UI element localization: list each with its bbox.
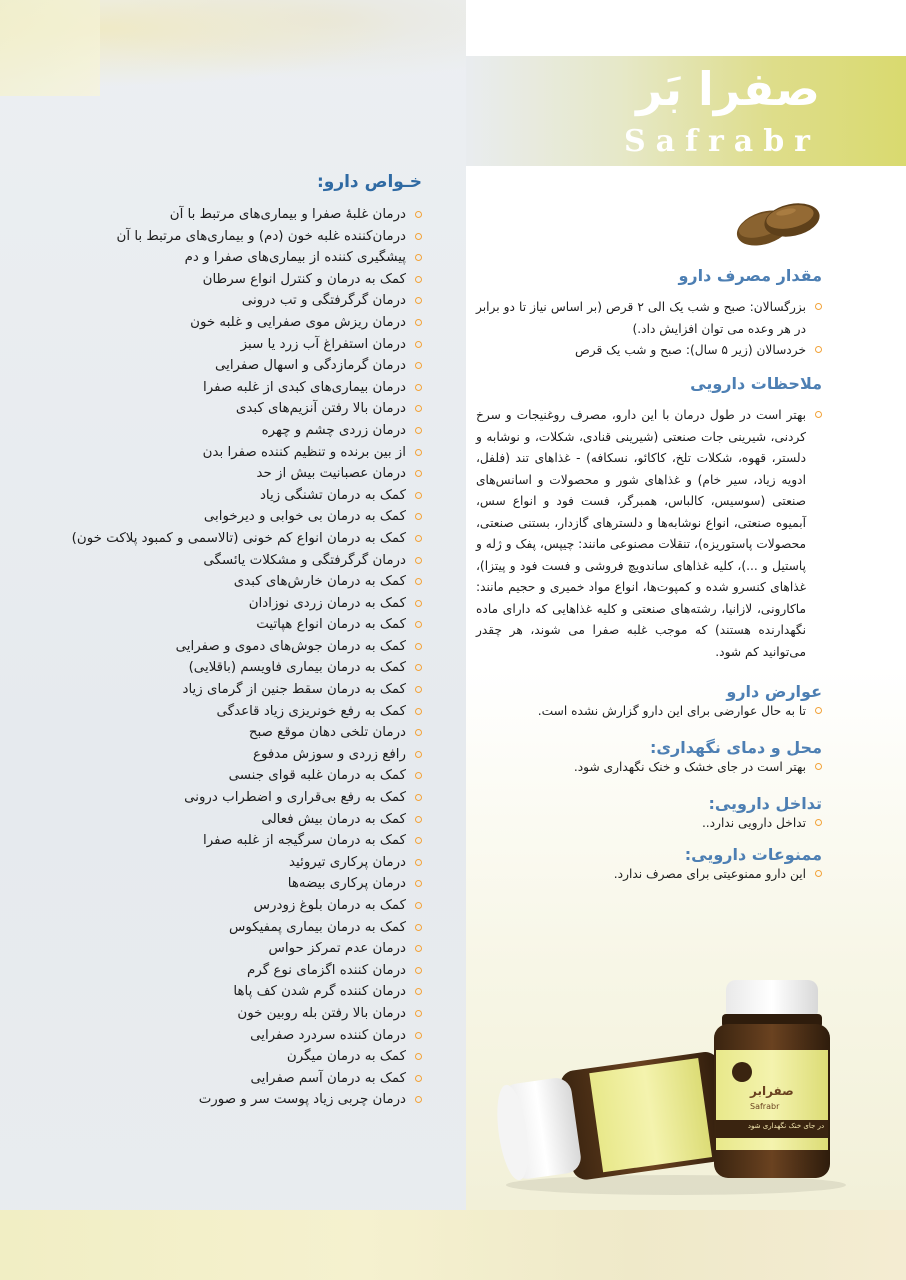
dosage-heading: مقدار مصرف دارو — [678, 266, 822, 285]
bullet-icon — [415, 686, 422, 693]
interactions-item — [476, 813, 822, 835]
dosage-section — [476, 266, 822, 362]
bullet-icon — [415, 362, 422, 369]
property-text: درمان بیماری‌های کبدی از غلبه صفرا — [203, 379, 406, 395]
property-text: کمک به درمان بیماری پمفیکوس — [228, 919, 406, 935]
property-item — [42, 895, 422, 917]
property-text: درمان تلخی دهان موقع صبح — [248, 725, 406, 741]
property-text: کمک به رفع بی‌قراری و اضطراب درونی — [184, 790, 406, 806]
storage-text: بهتر است در جای خشک و خنک نگهداری شود. — [573, 760, 806, 774]
property-item — [42, 657, 422, 679]
dosage-adult-text: بزرگسالان: صبح و شب یک الی ۲ قرص (بر اساس نیاز تا دو برابر در هر وعده می توان افزایش داد.) — [476, 300, 806, 336]
property-text: درمان کننده گرم شدن کف پاها — [233, 984, 406, 1000]
property-text: درمان چربی زیاد پوست سر و صورت — [198, 1092, 406, 1108]
storage-section — [476, 738, 822, 779]
side-effects-text: تا به حال عوارضی برای این دارو گزارش نشده است. — [537, 704, 806, 718]
notes-body: بهتر است در طول درمان با این دارو، مصرف روغنیجات و سرخ کردنی، شیرینی جات صنعتی (شیرینی قنادی، شکلات، و نوشابه و دلستر، قهوه، شکلات تلخ، کاکائو، نسکافه) - غذاهای تند (فلفل، ادویه زیاد، سیر خام) و غذاهای شور و محصولات و اسانس‌های صنعتی (سوسیس، کالباس، همبرگر، فست فود و انواع سس، آبمیوه صنعتی، انواع نوشابه‌ها و دلسترهای گازدار، بستنی صنعتی، محصولات پاستوریزه)، تنقلات مصنوعی مانند: چیپس، پفک و ژله و پاستیل و ...)، کلیه غذاهای ساندویچ فروشی و فست فود و پیتزا)، غذاهای کنسرو شده و کمپوت‌ها، انواع مواد خمیری و حجیم مانند: ماکارونی، لازانیا، رشته‌های صنعتی و کلیه غذاهایی که دارای ماده نگهدارنده هستند) که موجب غلبه صفرا می شوند، هر چقدر می‌توانید کم شود. — [476, 408, 806, 659]
property-item — [42, 226, 422, 248]
contraindications-heading: ممنوعات دارویی: — [684, 845, 822, 864]
bullet-icon — [415, 924, 422, 931]
property-item — [42, 571, 422, 593]
label-storage-note: در جای خنک نگهداری شود — [747, 1122, 825, 1130]
bullet-icon — [415, 1053, 422, 1060]
property-text: کمک به درمان و کنترل انواع سرطان — [202, 271, 406, 287]
property-item — [42, 269, 422, 291]
property-text: کمک به درمان جوش‌های دموی و صفرایی — [175, 638, 406, 654]
property-text: کمک به درمان میگرن — [286, 1049, 406, 1065]
property-text: درمان استفراغ آب زرد یا سبز — [240, 336, 406, 352]
property-text: کمک به درمان بیش فعالی — [261, 811, 406, 827]
dosage-item — [476, 297, 822, 340]
bullet-icon — [815, 870, 822, 877]
bullet-icon — [415, 859, 422, 866]
property-item — [42, 377, 422, 399]
property-text: کمک به درمان غلبه قوای جنسی — [228, 768, 406, 784]
property-item — [42, 204, 422, 226]
label-brand-persian: صفرابر — [750, 1084, 794, 1098]
property-item — [42, 830, 422, 852]
property-item — [42, 981, 422, 1003]
bullet-icon — [415, 664, 422, 671]
property-text: رافع زردی و سوزش مدفوع — [252, 746, 406, 762]
interactions-heading: تداخل دارویی: — [708, 794, 822, 813]
property-text: کمک به درمان سرگیجه از غلبه صفرا — [202, 833, 406, 849]
properties-list — [42, 204, 422, 1111]
property-item — [42, 485, 422, 507]
bullet-icon — [415, 470, 422, 477]
property-text: کمک به درمان بی خوابی و دیرخوابی — [203, 509, 406, 525]
property-text: درمان عصبانیت بیش از حد — [256, 466, 406, 482]
property-item — [42, 312, 422, 334]
bullet-icon — [415, 837, 422, 844]
property-text: کمک به درمان تشنگی زیاد — [259, 487, 406, 503]
bullet-icon — [415, 772, 422, 779]
interactions-text: تداخل دارویی ندارد.. — [701, 816, 806, 830]
property-text: درمان گرمازدگی و اسهال صفرایی — [214, 358, 406, 374]
notes-section — [476, 374, 822, 663]
bullet-icon — [415, 254, 422, 261]
property-text: کمک به رفع خونریزی زیاد قاعدگی — [216, 703, 406, 719]
bullet-icon — [415, 708, 422, 715]
bullet-icon — [415, 297, 422, 304]
property-item — [42, 938, 422, 960]
bullet-icon — [415, 449, 422, 456]
property-item — [42, 398, 422, 420]
interactions-section — [476, 794, 822, 835]
property-item — [42, 1025, 422, 1047]
decorative-pattern-bottom — [0, 1210, 906, 1280]
bullet-icon — [415, 1032, 422, 1039]
side-effects-item — [476, 701, 822, 723]
bullet-icon — [415, 902, 422, 909]
property-item — [42, 852, 422, 874]
property-item — [42, 1068, 422, 1090]
bullet-icon — [415, 405, 422, 412]
bullet-icon — [415, 1075, 422, 1082]
bullet-icon — [415, 319, 422, 326]
property-text: درمان غلبهٔ صفرا و بیماری‌های مرتبط با آن — [169, 207, 406, 222]
property-text: درمان کننده سردرد صفرایی — [250, 1027, 406, 1043]
property-item — [42, 506, 422, 528]
property-item — [42, 636, 422, 658]
property-item — [42, 873, 422, 895]
property-item — [42, 528, 422, 550]
property-item — [42, 593, 422, 615]
pill-image — [732, 192, 822, 252]
bullet-icon — [815, 411, 822, 418]
bullet-icon — [815, 303, 822, 310]
property-item — [42, 442, 422, 464]
bullet-icon — [415, 513, 422, 520]
bullet-icon — [415, 988, 422, 995]
property-item — [42, 917, 422, 939]
bullet-icon — [415, 427, 422, 434]
bullet-icon — [815, 346, 822, 353]
property-item — [42, 722, 422, 744]
bullet-icon — [415, 751, 422, 758]
brand-name-persian: صفرا بَر — [636, 62, 820, 116]
bullet-icon — [815, 763, 822, 770]
bullet-icon — [415, 384, 422, 391]
property-text: درمان زردی چشم و چهره — [261, 422, 406, 438]
property-text: کمک به درمان انواع کم خونی (تالاسمی و کمبود پلاکت خون) — [71, 530, 406, 546]
property-text: کمک به درمان سقط جنین از گرمای زیاد — [182, 682, 406, 698]
property-text: درمان پرکاری بیضه‌ها — [287, 876, 406, 892]
bullet-icon — [415, 729, 422, 736]
bullet-icon — [415, 621, 422, 628]
bullet-icon — [415, 1096, 422, 1103]
bullet-icon — [415, 945, 422, 952]
property-text: کمک به درمان انواع هپاتیت — [256, 617, 406, 633]
property-item — [42, 420, 422, 442]
property-text: از بین برنده و تنظیم کننده صفرا بدن — [202, 444, 406, 460]
dosage-child-text: خردسالان (زیر ۵ سال): صبح و شب یک قرص — [574, 343, 806, 357]
property-text: درمان گرگرفتگی و تب درونی — [241, 293, 406, 309]
bullet-icon — [415, 492, 422, 499]
contraindications-text: این دارو ممنوعیتی برای مصرف ندارد. — [613, 867, 806, 881]
property-item — [42, 679, 422, 701]
storage-item — [476, 757, 822, 779]
bullet-icon — [415, 794, 422, 801]
bullet-icon — [415, 816, 422, 823]
property-text: کمک به درمان خارش‌های کبدی — [233, 574, 406, 590]
property-item — [42, 550, 422, 572]
property-item — [42, 463, 422, 485]
notes-heading: ملاحظات دارویی — [690, 374, 822, 393]
storage-heading: محل و دمای نگهداری: — [649, 738, 822, 757]
property-text: درمان بالا رفتن بله روبین خون — [237, 1005, 406, 1021]
property-text: درمان‌کننده غلبه خون (دم) و بیماری‌های مرتبط با آن — [116, 228, 406, 244]
properties-heading: خـواص دارو: — [316, 172, 422, 192]
bullet-icon — [415, 535, 422, 542]
bullet-icon — [415, 643, 422, 650]
property-item — [42, 809, 422, 831]
property-item — [42, 290, 422, 312]
bullet-icon — [415, 967, 422, 974]
side-effects-heading: عوارض دارو — [726, 682, 822, 701]
label-brand-english: Safrabr — [750, 1102, 780, 1111]
bullet-icon — [415, 1010, 422, 1017]
bullet-icon — [415, 557, 422, 564]
contraindications-section — [476, 845, 822, 886]
property-text: درمان ریزش موی صفرایی و غلبه خون — [190, 314, 406, 330]
property-item — [42, 1089, 422, 1111]
property-text: کمک به درمان آسم صفرایی — [250, 1070, 406, 1086]
property-item — [42, 787, 422, 809]
bullet-icon — [415, 233, 422, 240]
property-item — [42, 334, 422, 356]
bullet-icon — [815, 819, 822, 826]
bullet-icon — [415, 341, 422, 348]
property-text: درمان عدم تمرکز حواس — [268, 941, 406, 957]
property-text: پیشگیری کننده از بیماری‌های صفرا و دم — [184, 250, 406, 266]
property-item — [42, 765, 422, 787]
bullet-icon — [415, 600, 422, 607]
bullet-icon — [415, 211, 422, 218]
property-text: درمان بالا رفتن آنزیم‌های کبدی — [235, 401, 406, 417]
property-item — [42, 247, 422, 269]
bullet-icon — [415, 578, 422, 585]
side-effects-section — [476, 682, 822, 723]
property-item — [42, 744, 422, 766]
property-text: کمک به درمان زردی نوزادان — [248, 595, 406, 611]
bullet-icon — [415, 276, 422, 283]
notes-text — [476, 405, 822, 663]
brand-name-english: Safrabr — [623, 124, 820, 159]
dosage-item — [476, 340, 822, 362]
property-text: درمان کننده اگزمای نوع گرم — [247, 962, 406, 978]
bullet-icon — [415, 880, 422, 887]
decorative-corner — [0, 0, 100, 96]
property-item — [42, 960, 422, 982]
property-text: کمک به درمان بلوغ زودرس — [253, 898, 406, 913]
property-text: کمک به درمان بیماری فاویسم (باقلایی) — [188, 660, 406, 676]
property-item — [42, 701, 422, 723]
bullet-icon — [815, 707, 822, 714]
property-text: درمان پرکاری تیروئید — [289, 854, 406, 870]
property-item — [42, 1046, 422, 1068]
property-text: درمان گرگرفتگی و مشکلات یائسگی — [203, 552, 406, 568]
property-item — [42, 614, 422, 636]
property-item — [42, 355, 422, 377]
property-item — [42, 1003, 422, 1025]
contraindications-item — [476, 864, 822, 886]
